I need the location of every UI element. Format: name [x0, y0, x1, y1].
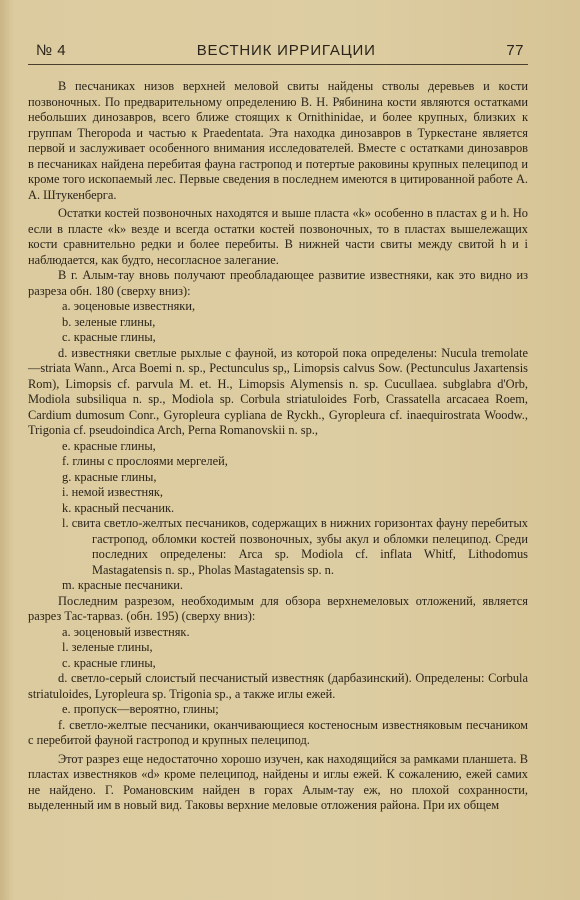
article-body: [28, 79, 528, 814]
journal-title: ВЕСТНИК ИРРИГАЦИИ: [196, 42, 376, 59]
issue-number: № 4: [36, 42, 67, 59]
list-item: a. эоценовый известняк.: [62, 624, 190, 639]
paragraph-vertebrate-remains: Остатки костей позвоночных находятся и выше пласта «k» особенно в пластах g и h. Но если в пласте «k» везде и всегда остатки костей позвоночных, то в пластах вышележащих кости сравнительно редки и более перебиты. В нижней части свиты между свитой h и i наблюдается, как будто, несогласное залегание.: [28, 206, 528, 267]
list-item: a. эоценовые известняки,: [62, 299, 196, 313]
layer-l-sandstones: l. свита светло-желтых песчаников, содержащих в нижних горизонтах фауну перебитых гастропод, обломки костей позвоночных, зубы акул и обломки пелеципод. Среди последних определены: Arca sp. Modiola cf. inflata Whitf, Lithodomus Mastagatensis n. sp., Pholas Mastagatensis sp. n.: [62, 516, 528, 577]
list-item: l. зеленые глины,: [62, 640, 153, 654]
list-item: b. зеленые глины,: [62, 314, 156, 329]
list-item: c. красные глины,: [62, 330, 156, 344]
layer-d-fauna: d. известняки светлые рыхлые с фауной, из которой пока определены: Nucula tremolate—striata Wann., Arca Boemi n. sp., Pectunculus sp,, Limopsis calvus Sow. (Pectunculus Jaxartensis Rom), Limopsis cf. parvula M. et. H., Limopsis Alymensis n. sp. Cucullaea. subglabra d'Orb, Modiola subsiliqua n. sp., Modiola sp. Corbula striatuloides Forb, Crassatella arcacaea Roem, Cardium dumosum Conr., Gyropleura cypliana de Ryckh., Gyropleura cf. inaequirostrata Woodw., Trigonia cf. pseudoindica Arch, Perna Romanovskii n. sp.,: [28, 345, 528, 437]
list-item: e. красные глины,: [62, 438, 156, 453]
paragraph-dinosaurs: В песчаниках низов верхней меловой свиты найдены стволы деревьев и кости позвоночных. По предварительному определению В. Н. Рябинина кости являются остатками небольших динозавров, всего ближе стоящих к Ornithinidae, и более крупных, близких к группам Theropoda и частью к Praedentata. Эта находка динозавров в Туркестане является первой и заслуживает особенного внимания исследователей. Вместе с остатками динозавров в песчаниках найдена перебитая фауна гастропод и потертые раковины крупных пелеципод и кроме того ископаемый лес. Первые сведения в последнем имеются в цитированной работе А. А. Штукенберга.: [28, 79, 528, 202]
list-item: g. красные глины,: [62, 469, 157, 484]
page-number: 77: [506, 42, 524, 59]
list-item: e. пропуск—вероятно, глины;: [62, 702, 219, 716]
layer-f-sandstones: f. светло-желтые песчаники, оканчивающиеся костеносным известняковым песчаником с перебитой фауной гастропод и крупных пелеципод.: [28, 717, 528, 747]
list-item: m. красные песчаники.: [62, 578, 184, 592]
list-item: i. немой известняк,: [62, 485, 164, 499]
running-header: [28, 34, 528, 65]
list-item: c. красные глины,: [62, 655, 156, 670]
list-item: f. глины с прослоями мергелей,: [62, 454, 228, 468]
paragraph-conclusion: Этот разрез еще недостаточно хорошо изучен, как находящийся за рамками планшета. В пластах известняков «d» кроме пелеципод, найдены и иглы ежей. К сожалению, ежей самих не найдено. Г. Романовским найден в горах Алым-тау еж, но плохой сохранности, выделенный им в новый вид. Таковы верхние меловые отложения района. При их общем: [28, 751, 528, 812]
layer-d-limestone: d. светло-серый слоистый песчанистый известняк (дарбазинский). Определены: Corbula striatuloides, Lyropleura sp. Trigonia sp., а также иглы ежей.: [28, 671, 528, 701]
paragraph-alym-tau: В г. Алым-тау вновь получают преобладающее развитие известняки, как это видно из разреза обн. 180 (сверху вниз):: [28, 268, 528, 298]
list-item: k. красный песчаник.: [62, 500, 175, 515]
paragraph-tas-tarvaz: Последним разрезом, необходимым для обзора верхнемеловых отложений, является разрез Тас-тарваз. (обн. 195) (сверху вниз):: [28, 593, 528, 623]
